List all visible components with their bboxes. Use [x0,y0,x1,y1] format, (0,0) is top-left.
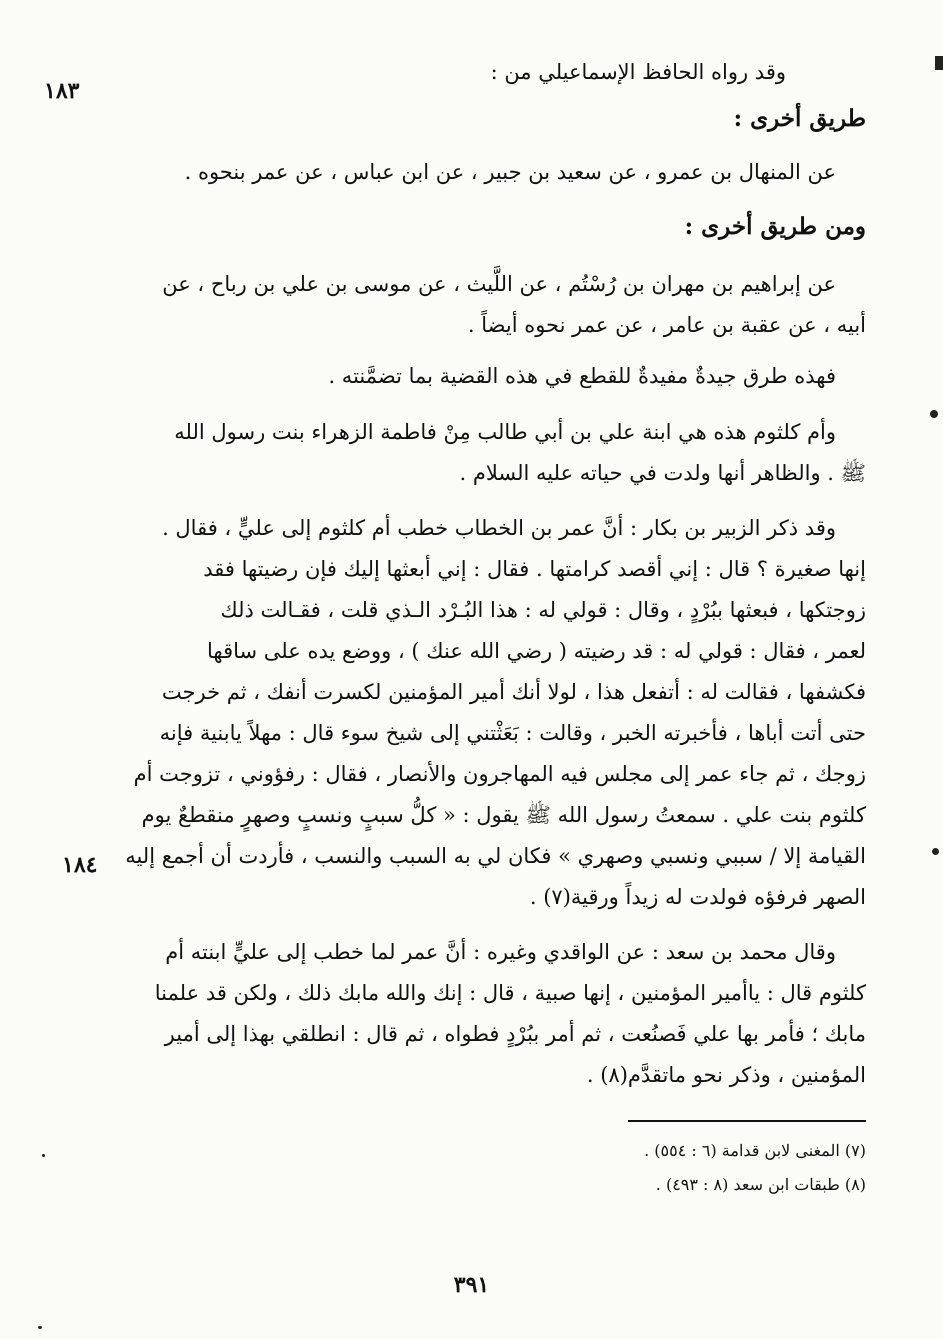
zubayr-paragraph [100,508,866,918]
text-line: كلثوم بنت علي . سمعتُ رسول الله ﷺ يقول : « كلُّ سببٍ ونسبٍ وصهرٍ منقطعٌ يوم [141,803,866,827]
page-number: ٣٩١ [453,1272,490,1298]
text-line: مابك ؛ فأمر بها علي فَصنُعت ، ثم أمر ببُرْدٍ فطواه ، ثم قال : انطلقي بهذا إلى أمير [164,1022,866,1046]
intro-line [100,52,866,93]
ibn-saad-paragraph [100,932,866,1096]
text-line: وأم كلثوم هذه هي ابنة علي بن أبي طالب مِنْ فاطمة الزهراء بنت رسول الله [174,420,836,444]
footnote-divider [628,1120,866,1122]
footnote-8: (٨) طبقات ابن سعد (٨ : ٤٩٣) . [655,1175,866,1194]
text-line: إنها صغيرة ؟ قال : إني أقصد كرامتها . فقال : إني أبعثها إليك فإن رضيتها فقد [203,557,866,581]
text-line: المؤمنين ، وذكر نحو ماتقدَّم(٨) . [586,1063,866,1087]
scan-speck [38,1326,42,1329]
scan-speck [930,410,938,418]
section-heading: ومن طريق أخرى : [684,213,866,240]
scan-speck [932,848,939,855]
text-line: لعمر ، فقال : قولي له : قد رضيته ( رضي الله عنك ) ، ووضع يده على ساقها [207,639,866,663]
text-line: زوجتكها ، فبعثها ببُرْدٍ ، وقال : قولي له : هذا البُـرْد الـذي قلت ، فقـالت ذلك [220,598,866,622]
text-line: وقال محمد بن سعد : عن الواقدي وغيره : أنَّ عمر لما خطب إلى عليٍّ ابنته أم [165,940,836,964]
section-heading: طريق أخرى : [733,105,866,132]
heading-another-route [100,98,866,139]
text-line: زوجك ، ثم جاء عمر إلى مجلس فيه المهاجرون والأنصار ، فقال : رفؤوني ، تزوجت أم [133,762,866,786]
chain-paragraph-1 [100,152,866,193]
text-line: القيامة إلا / سببي ونسبي وصهري » فكان لي به السبب والنسب ، فأردت أن أجمع إليه [125,844,866,868]
chain-paragraph-2 [100,264,866,346]
text-line: فهذه طرق جيدةٌ مفيدةٌ للقطع في هذه القضية بما تضمَّنته . [328,364,836,388]
text-line: عن المنهال بن عمرو ، عن سعيد بن جبير ، عن ابن عباس ، عن عمر بنحوه . [184,160,836,184]
heading-another-route-2 [100,206,866,247]
text-line: أبيه ، عن عقبة بن عامر ، عن عمر نحوه أيضاً . [467,313,866,337]
scan-edge-mark [935,56,943,70]
text-line: وقد رواه الحافظ الإسماعيلي من : [490,60,786,84]
text-line: عن إبراهيم بن مهران بن رُسْتُم ، عن اللَّيث ، عن موسى بن علي بن رباح ، عن [162,272,836,296]
text-line: ﷺ . والظاهر أنها ولدت في حياته عليه السلام . [459,461,866,485]
text-line: فكشفها ، فقالت له : أتفعل هذا ، لولا أنك أمير المؤمنين لكسرت أنفك ، ثم خرجت [161,680,866,704]
footnotes [500,1134,866,1202]
conclusion-paragraph [100,356,866,397]
umm-kulthum-paragraph [100,412,866,494]
margin-page-ref-middle: ١٨٤ [62,852,98,878]
text-line: وقد ذكر الزبير بن بكار : أنَّ عمر بن الخطاب خطب أم كلثوم إلى عليٍّ ، فقال . [162,516,836,540]
text-line: الصهر فرفؤه فولدت له زيداً ورقية(٧) . [529,885,866,909]
margin-page-ref-top: ١٨٣ [44,78,80,104]
scan-speck [42,1154,45,1157]
footnote-7: (٧) المغنى لابن قدامة (٦ : ٥٥٤) . [644,1141,866,1160]
text-line: كلثوم قال : ياأمير المؤمنين ، إنها صبية ، قال : إنك والله مابك ذلك ، ولكن قد علمنا [154,981,866,1005]
text-line: حتى أتت أباها ، فأخبرته الخبر ، وقالت : بَعَثْتني إلى شيخ سوء قال : مهلاً يابنية فإنه [159,721,866,745]
